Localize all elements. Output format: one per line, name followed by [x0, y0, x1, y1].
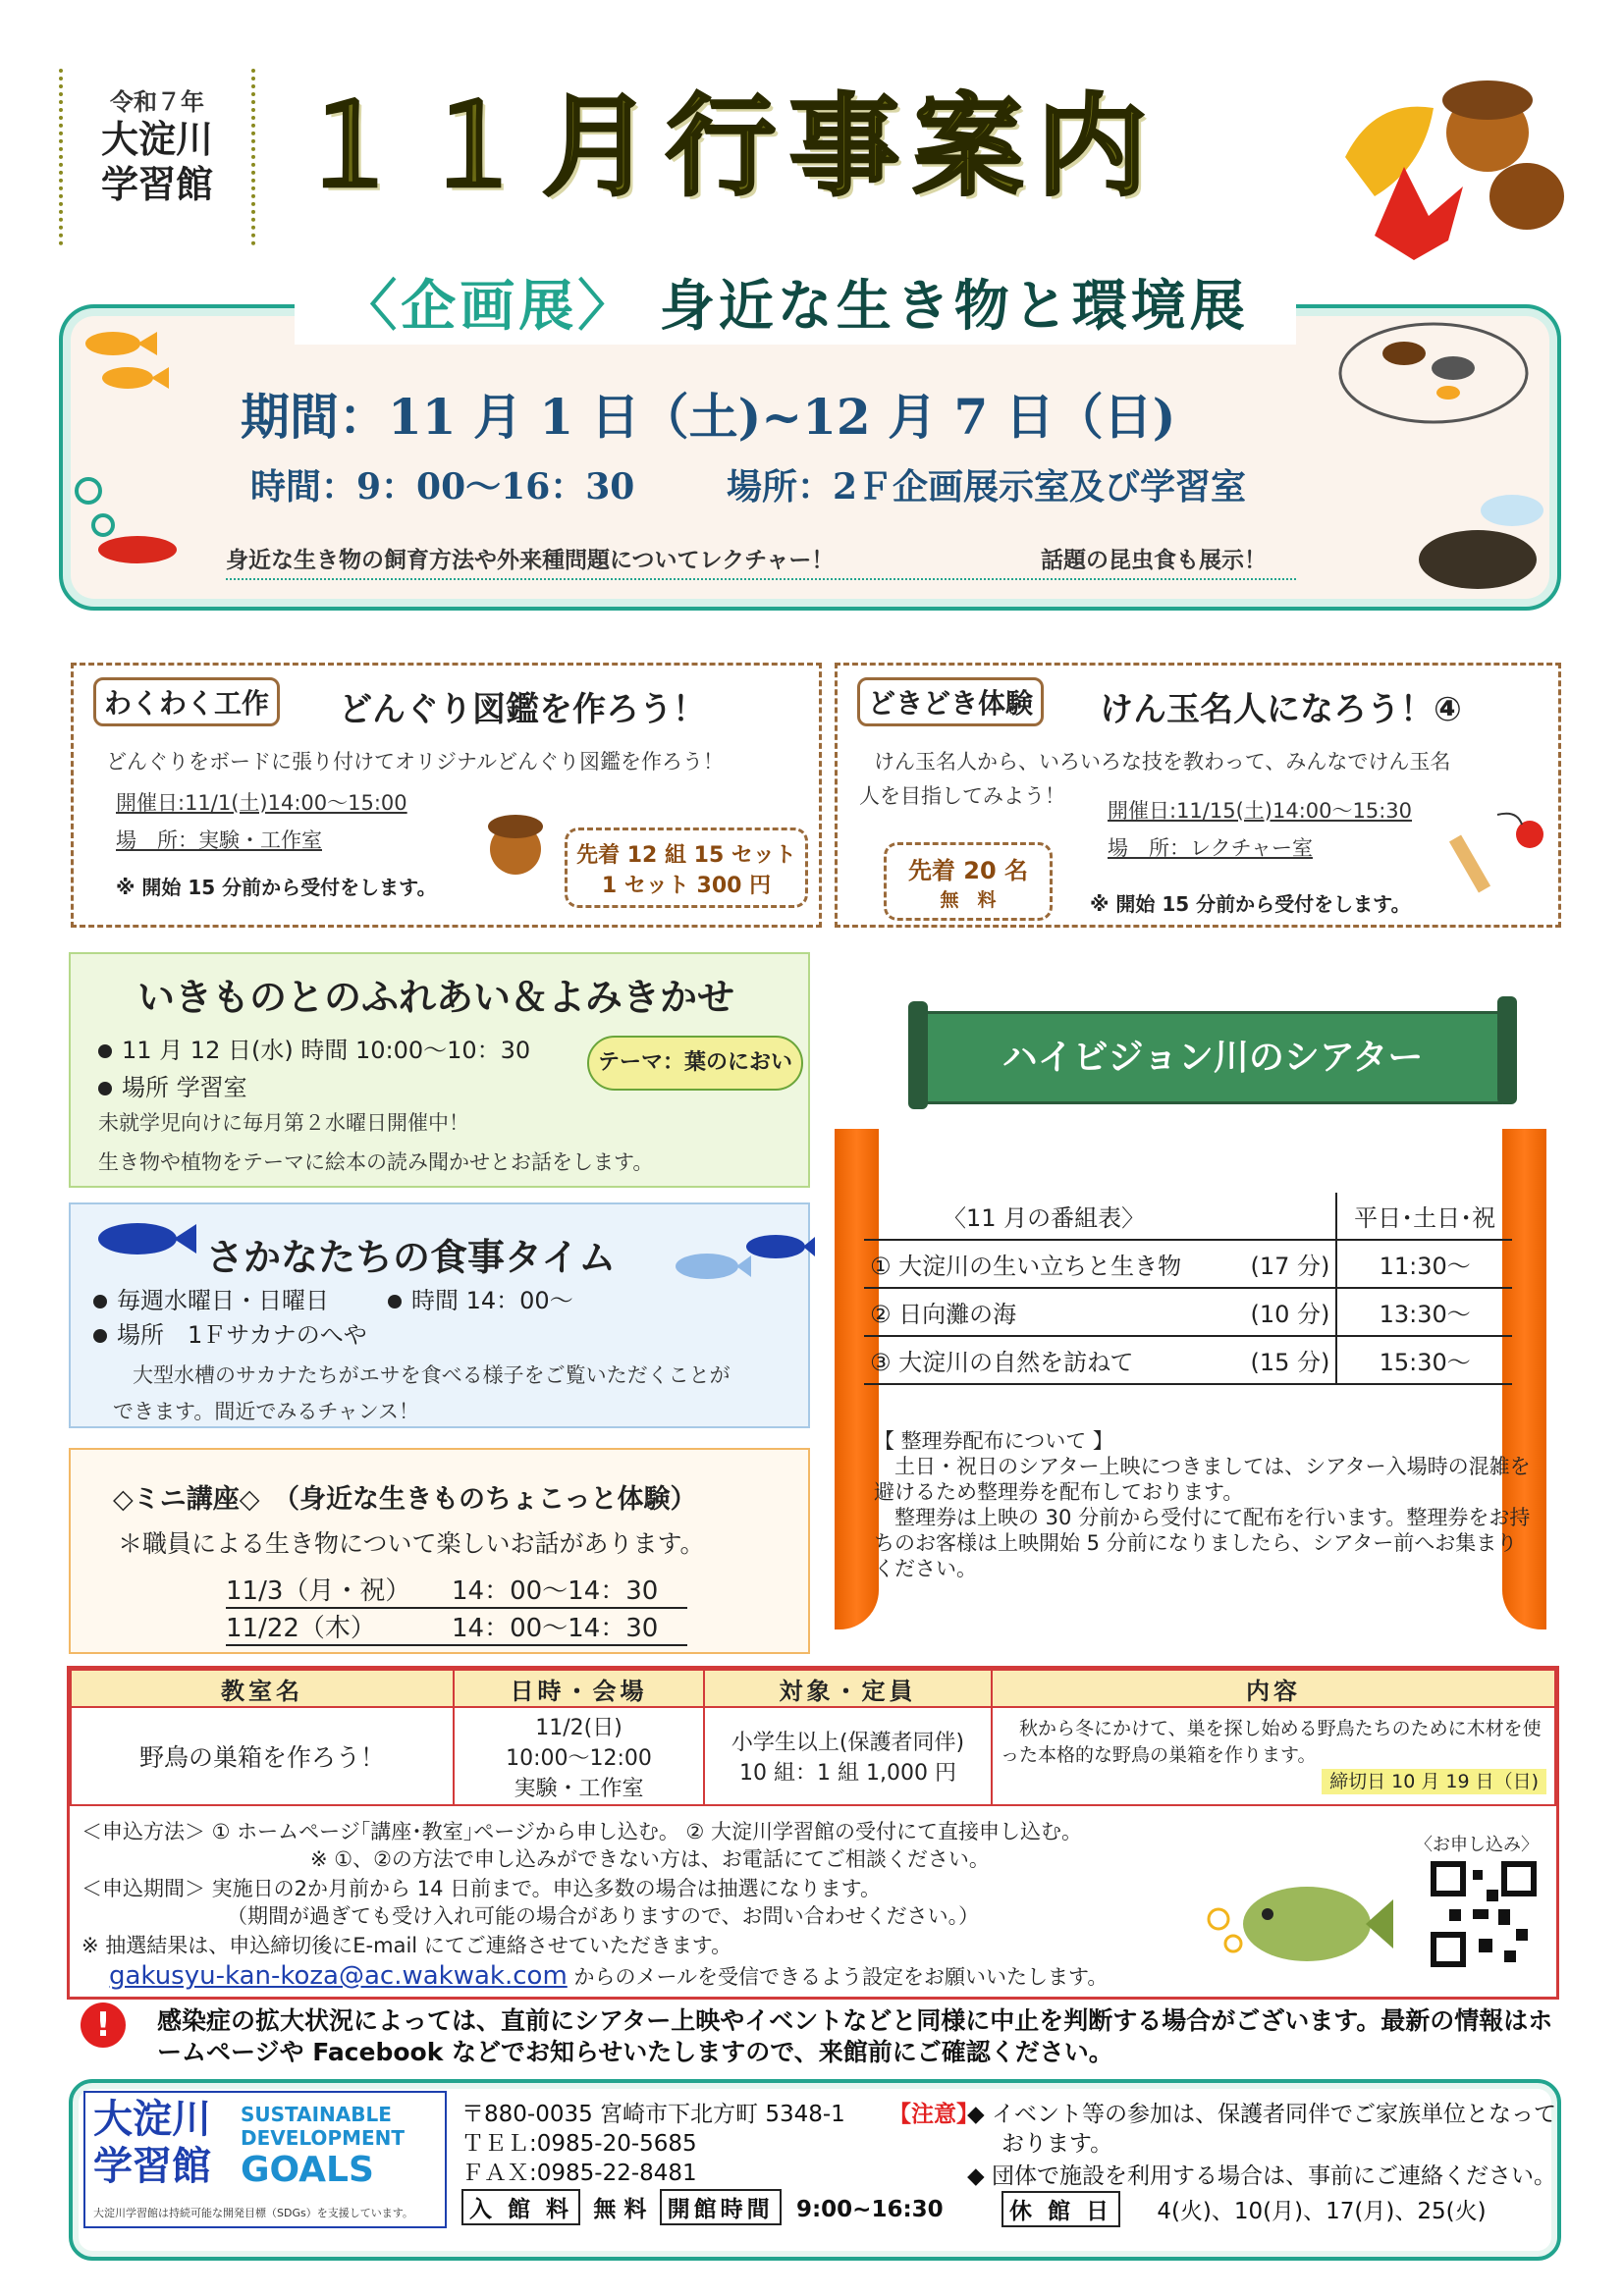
- class-name: 野鳥の巣箱を作ろう！: [71, 1707, 454, 1805]
- exhibition-place: 場所：2Ｆ企画展示室及び学習室: [727, 466, 1247, 507]
- event-acorn-capacity: [565, 828, 808, 908]
- exhibition-description: 身近な生き物の飼育方法や外来種問題についてレクチャー！: [226, 542, 1296, 580]
- fureai-theme-badge: テーマ：葉のにおい: [587, 1036, 803, 1091]
- apply-method: ＜申込方法＞ ① ホームページ｢講座･教室｣ページから申し込む。 ② 大淀川学習館の受付にて直接申し込む。: [81, 1820, 1083, 1843]
- banner-scroll-left: [908, 1001, 928, 1109]
- kendama-icon: [1443, 795, 1551, 903]
- apply-email-line: gakusyu-kan-koza@ac.wakwak.com からのメールを受信できるよう設定をお願いいたします。: [109, 1961, 1109, 1991]
- logo-text-1: 大淀川: [93, 2097, 211, 2142]
- event-kendama-date: 開催日:11/15(土)14:00～15:30: [1108, 799, 1413, 823]
- year-badge: [59, 69, 255, 245]
- sakana-desc-1: 大型水槽のサカナたちがエサを食べる様子をご覧いただくことが: [133, 1363, 731, 1387]
- fish-icon: [69, 314, 177, 402]
- class-deadline: 締切日 10 月 19 日（日): [1322, 1769, 1546, 1794]
- theater-schedule-table: [864, 1193, 1512, 1385]
- footer-fax: ＦＡＸ:0985-22-8481: [461, 2161, 697, 2186]
- apply-period: ＜申込期間＞ 実施日の2か月前から 14 日前まで。申込多数の場合は抽選になります。: [81, 1877, 882, 1900]
- sakana-item-place: 場所 1Ｆサカナのへや: [93, 1315, 367, 1350]
- logo-text-2: 学習館: [93, 2144, 211, 2189]
- sakana-desc-2: できます。間近でみるチャンス！: [113, 1400, 420, 1423]
- classroom-table: [70, 1669, 1556, 1806]
- event-kendama-desc-2: 人を目指してみよう！: [859, 784, 1065, 808]
- acorn-icon: [481, 805, 550, 879]
- table-row: ① 大淀川の生い立ちと生き物 (17 分) 11:30～: [864, 1240, 1512, 1288]
- event-kendama-desc-1: けん玉名人から、いろいろな技を教わって、みんなでけん玉名: [874, 750, 1451, 774]
- classroom-section: [67, 1666, 1559, 2000]
- warning-text: 感染症の拡大状況によっては、直前にシアター上映やイベントなどと同様に中止を判断する場合がございます。最新の情報はホームページや Facebook などでお知らせいたしますので、来館前にご確認ください。: [157, 2006, 1553, 2066]
- caution-2: ◆ 団体で施設を利用する場合は、事前にご連絡ください。: [967, 2163, 1556, 2189]
- event-acorn-notice: ※ 開始 15 分前から受付をします。: [116, 876, 437, 899]
- mini-lecture-desc: ＊職員による生き物について楽しいお話があります。: [118, 1529, 705, 1558]
- fureai-desc-1: 未就学児向けに毎月第２水曜日開催中！: [98, 1111, 469, 1135]
- event-kendama-tag: どきどき体験: [857, 677, 1044, 726]
- apply-period-note: （期間が過ぎても受け入れ可能の場合がありますので、お問い合わせください。）: [227, 1904, 980, 1928]
- qr-label: 〈お申し込み〉: [1415, 1835, 1539, 1855]
- turtle-icon: [1394, 481, 1551, 599]
- event-acorn-tag: わくわく工作: [93, 677, 280, 726]
- event-acorn-cap-line2: 1 セット 300 円: [601, 874, 772, 898]
- exhibition-description-2: 話題の昆虫食も展示！: [1041, 548, 1267, 573]
- caution-1: ◆ イベント等の参加は、保護者同伴でご家族単位となって: [967, 2102, 1556, 2127]
- ginkgo-leaf-icon: [1345, 107, 1434, 196]
- event-kendama-capacity: [884, 842, 1053, 921]
- theater-table-header: [864, 1193, 1512, 1240]
- theater-note-1: 土日・祝日のシアター上映につきましては、シアター入場時の混雑を避けるため整理券を配布しております。: [874, 1455, 1531, 1504]
- exhibition-title: 身近な生き物と環境展: [659, 275, 1249, 339]
- event-acorn-desc: どんぐりをボードに張り付けてオリジナルどんぐり図鑑を作ろう！: [106, 750, 724, 774]
- theater-note-title: 【 整理券配布について 】: [874, 1429, 1113, 1453]
- fish-school-icon: [668, 1222, 815, 1301]
- event-acorn-date: 開催日:11/1(土)14:00～15:00: [116, 791, 407, 815]
- sakana-item-days: 毎週水曜日・日曜日: [93, 1281, 329, 1315]
- mini-lecture-title: ◇ミニ講座◇ （身近な生きものちょこっと体験）: [113, 1484, 697, 1515]
- fee-value: 無 料: [593, 2197, 647, 2222]
- footer-fee: [461, 2189, 944, 2225]
- sdgs-line1: SUSTAINABLE: [241, 2103, 392, 2126]
- org-line1: 大淀川: [100, 118, 213, 161]
- theater-ticket-note: [874, 1428, 1532, 1581]
- theater-banner: ハイビジョン川のシアター: [923, 1011, 1502, 1104]
- hours-label: 開館時間: [660, 2189, 782, 2225]
- class-content-cell: 秋から冬にかけて、巣を探し始める野鳥たちのために木材を使った本格的な野鳥の巣箱を作ります。 締切日 10 月 19 日（日): [992, 1707, 1555, 1805]
- qr-code-icon[interactable]: [1430, 1860, 1538, 1968]
- classroom-header-row: [71, 1670, 1555, 1707]
- fee-label: 入 館 料: [461, 2189, 580, 2225]
- insect-food-plate-icon: [1335, 309, 1532, 437]
- theater-header-right: 平日･土日･祝: [1336, 1193, 1512, 1240]
- col-content: 内容: [992, 1670, 1555, 1707]
- footer-address: 〒880-0035 宮崎市下北方町 5348-1: [461, 2102, 845, 2127]
- event-kendama-title: けん玉名人になろう！④: [1100, 690, 1462, 729]
- footer-tel: ＴＥＬ:0985-20-5685: [461, 2131, 697, 2157]
- class-date-cell: 11/2(日) 10:00～12:00 実験・工作室: [454, 1707, 704, 1805]
- acorn-icon-2: [1489, 163, 1564, 230]
- fureai-desc-2: 生き物や植物をテーマに絵本の読み聞かせとお話をします。: [98, 1150, 654, 1174]
- crayfish-icon: [69, 471, 187, 589]
- table-row: ③ 大淀川の自然を訪ねて (15 分) 15:30～: [864, 1336, 1512, 1384]
- sakana-title: さかなたちの食事タイム: [206, 1236, 617, 1279]
- event-acorn-title: どんぐり図鑑を作ろう！: [339, 690, 706, 729]
- closed-value: 4(火)、10(月)、17(月)、25(火): [1157, 2199, 1487, 2224]
- closed-label: 休 館 日: [1001, 2191, 1120, 2227]
- theater-header-left: 〈11 月の番組表〉: [864, 1193, 1232, 1240]
- fureai-item-place: 場所 学習室: [98, 1068, 247, 1102]
- logo-caption: 大淀川学習館は持続可能な開発目標（SDGs）を支援しています。: [93, 2207, 413, 2219]
- fureai-title: いきものとのふれあい＆よみきかせ: [137, 976, 735, 1019]
- apply-result: ※ 抽選結果は、申込締切後にE-mail にてご連絡させていただきます。: [81, 1934, 732, 1957]
- autumn-leaves-illustration: [1316, 39, 1571, 265]
- col-target: 対象・定員: [704, 1670, 992, 1707]
- table-row: ② 日向灘の海 (10 分) 13:30～: [864, 1288, 1512, 1336]
- theater-note-2: 整理券は上映の 30 分前から受付にて配布を行います。整理券をお持ちのお客様は上映開始 5 分前になりましたら、シアター前へお集まりください。: [874, 1506, 1531, 1580]
- year-text: 令和７年: [110, 88, 204, 116]
- event-acorn-place: 場 所：実験・工作室: [116, 828, 322, 852]
- table-row: [71, 1707, 1555, 1805]
- hours-value: 9:00~16:30: [795, 2197, 944, 2222]
- sdgs-goals: GOALS: [241, 2150, 374, 2190]
- mini-lecture-session-1: 11/3（月・祝） 14：00～14：30: [226, 1571, 687, 1609]
- event-kendama-place: 場 所：レクチャー室: [1108, 836, 1313, 860]
- goby-fish-icon: [1199, 1860, 1395, 1983]
- blue-fish-icon: [93, 1214, 201, 1263]
- event-kendama-notice: ※ 開始 15 分前から受付をします。: [1090, 892, 1411, 916]
- exhibition-time: 時間：9：00～16：30: [250, 466, 635, 507]
- caution-1b: おります。: [1001, 2131, 1113, 2157]
- event-acorn-cap-line1: 先着 12 組 15 セット: [576, 843, 796, 868]
- sdgs-line2: DEVELOPMENT: [241, 2126, 406, 2150]
- apply-method-note: ※ ①、②の方法で申し込みができない方は、お電話にてご相談ください。: [310, 1847, 990, 1871]
- exhibition-period: 期間：11 月 1 日（土)~12 月 7 日（日): [241, 388, 1176, 446]
- logo-block: [83, 2091, 447, 2228]
- col-date: 日時・会場: [454, 1670, 704, 1707]
- event-kendama-cap-line2: 無 料: [940, 889, 997, 911]
- closed-days: [1001, 2191, 1487, 2227]
- page-title: １１月行事案内: [295, 83, 1161, 211]
- sakana-item-time: 時間 14：00～: [388, 1281, 573, 1315]
- org-line2: 学習館: [100, 163, 213, 206]
- mini-lecture-session-2: 11/22（木） 14：00～14：30: [226, 1608, 687, 1646]
- caution-label: 【注意】: [889, 2102, 979, 2127]
- class-target-cell: 小学生以上(保護者同伴) 10 組：1 組 1,000 円: [704, 1707, 992, 1805]
- warning-icon: !: [81, 2002, 126, 2048]
- banner-scroll-right: [1497, 996, 1517, 1104]
- col-name: 教室名: [71, 1670, 454, 1707]
- email-link[interactable]: gakusyu-kan-koza@ac.wakwak.com: [109, 1961, 568, 1991]
- event-kendama-cap-line1: 先着 20 名: [907, 857, 1029, 884]
- exhibition-tag: 〈企画展〉: [342, 275, 637, 339]
- exhibition-heading: [295, 270, 1296, 345]
- fureai-item-date: 11 月 12 日(水) 時間 10:00～10：30: [98, 1031, 530, 1065]
